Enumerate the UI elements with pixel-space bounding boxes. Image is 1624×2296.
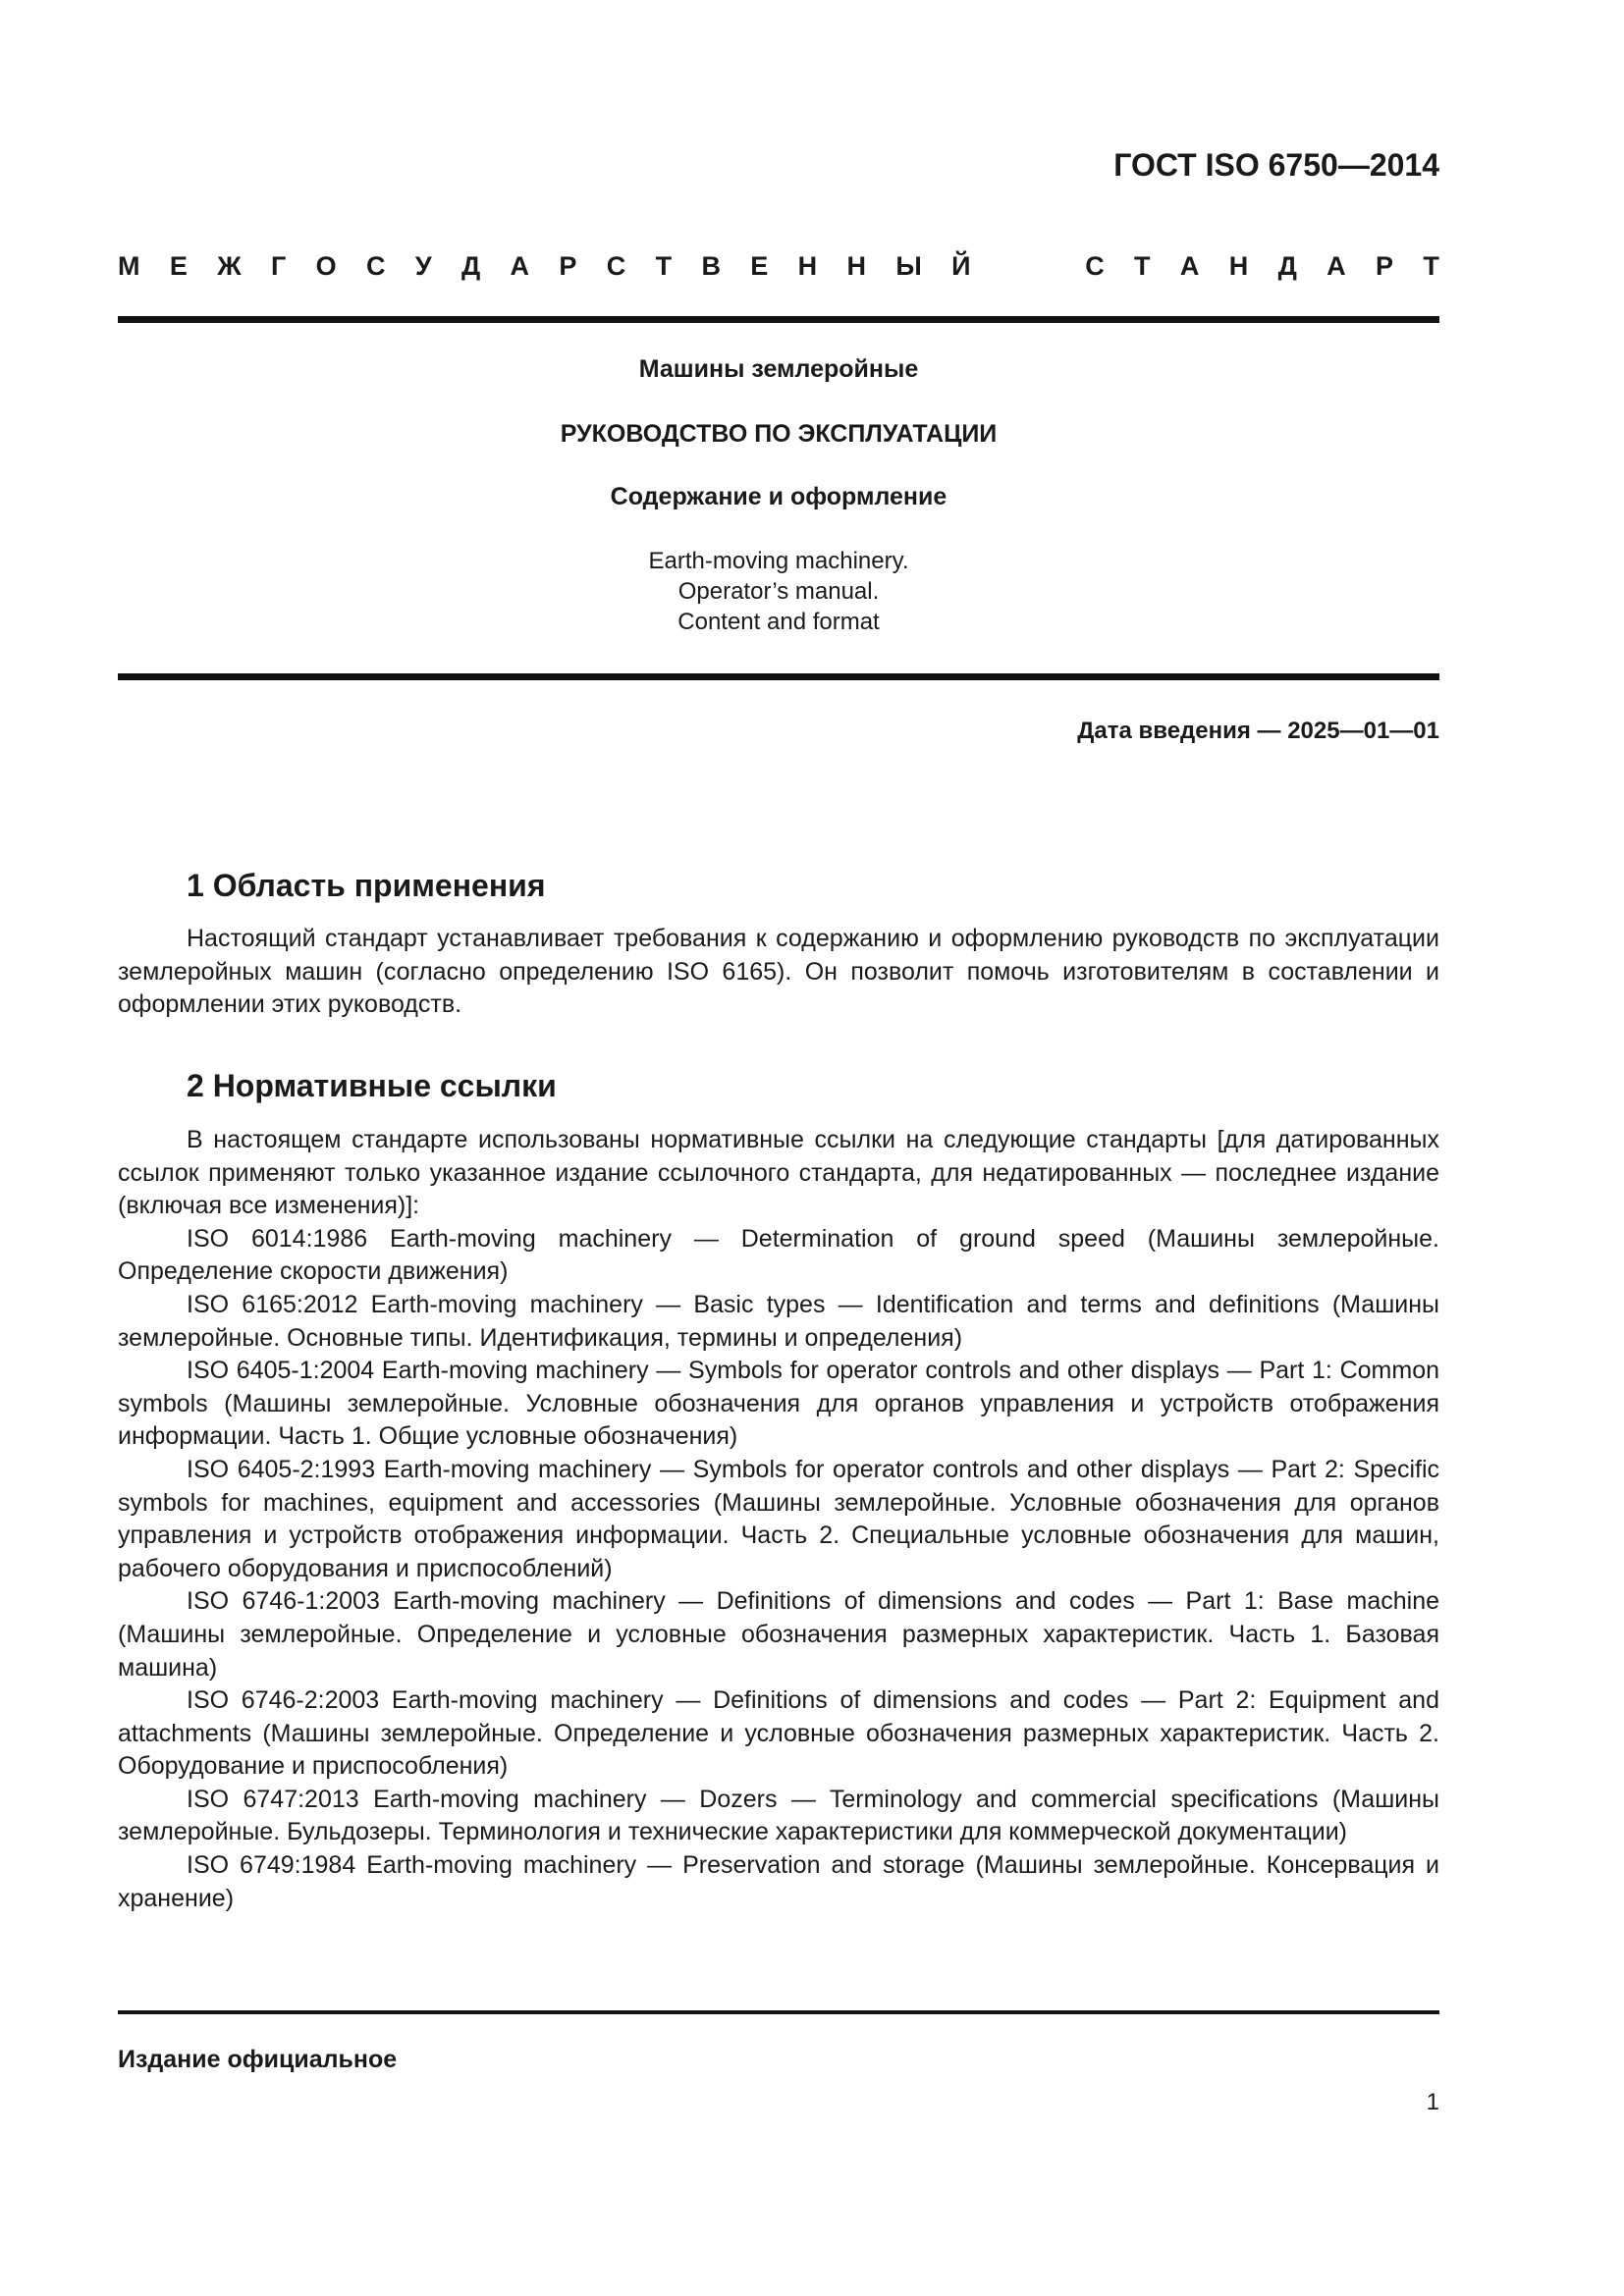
- banner-letter: А: [1326, 251, 1346, 281]
- title-category: Машины землеройные: [638, 355, 919, 383]
- official-edition-label: Издание официальное: [118, 2046, 398, 2073]
- title-english: [118, 546, 1439, 637]
- banner-letter: Т: [655, 251, 673, 281]
- banner-letter: Р: [1376, 251, 1394, 281]
- banner-letter: Н: [797, 251, 818, 281]
- banner-letter: С: [606, 251, 626, 281]
- banner-letter: Т: [1134, 251, 1151, 281]
- banner-letter: Е: [169, 251, 188, 281]
- banner-letter: Н: [846, 251, 866, 281]
- reference-item: ISO 6405-2:1993 Earth-moving machinery — Symbols for operator controls and other displays — Part 2: Specific symbols for machines, equipment and accessories (Машины землеройные. Условные обозначения для органов управления и устройств отображения информации. Часть 2. Специальные условные обозначения для машин, рабочего оборудования и приспособлений): [118, 1455, 1439, 1582]
- banner-letter: В: [701, 251, 721, 281]
- paragraph: Настоящий стандарт устанавливает требования к содержанию и оформлению руководств по эксплуатации землеройных машин (согласно определению ISO 6165). Он позволит помочь изготовителям в составлении и оформлении этих руководств.: [118, 925, 1439, 1019]
- section-body-normative-references: [118, 1124, 1439, 1915]
- title-english-line: Content and format: [677, 609, 880, 635]
- banner-word-gap: [1001, 251, 1056, 282]
- banner-letter: Д: [1277, 251, 1297, 281]
- reference-item: ISO 6747:2013 Earth-moving machinery — Dozers — Terminology and commercial specifications (Машины землеройные. Бульдозеры. Терминология и технические характеристики для коммерческой документации): [118, 1785, 1439, 1846]
- banner-letter: А: [510, 251, 530, 281]
- section-heading-scope: 1 Область применения: [187, 868, 546, 903]
- banner-letter: Е: [750, 251, 769, 281]
- page-number: 1: [1426, 2089, 1439, 2115]
- banner-letter: Й: [951, 251, 971, 281]
- banner-letter: Ж: [217, 251, 242, 281]
- reference-item: ISO 6749:1984 Earth-moving machinery — Preservation and storage (Машины землеройные. Консервация и хранение): [118, 1851, 1439, 1912]
- section-body-scope: [118, 923, 1439, 1022]
- banner-letter: А: [1179, 251, 1200, 281]
- top-divider: [118, 316, 1439, 323]
- reference-item: ISO 6014:1986 Earth-moving machinery — Determination of ground speed (Машины землеройные. Определение скорости движения): [118, 1224, 1439, 1286]
- section-heading-normative-references: 2 Нормативные ссылки: [187, 1068, 557, 1103]
- reference-item: ISO 6746-2:2003 Earth-moving machinery — Definitions of dimensions and codes — Part 2: Equipment and attachments (Машины землеройные. Определение и условные обозначения размерных характеристик. Часть 2. Оборудование и приспособления): [118, 1686, 1439, 1781]
- interstate-standard-banner: [118, 251, 1439, 282]
- banner-letter: С: [365, 251, 386, 281]
- document-number: ГОСТ ISO 6750—2014: [1113, 147, 1439, 183]
- banner-letter: Р: [559, 251, 577, 281]
- banner-letter: С: [1085, 251, 1105, 281]
- banner-letter: Н: [1228, 251, 1249, 281]
- reference-item: ISO 6165:2012 Earth-moving machinery — Basic types — Identification and terms and definitions (Машины землеройные. Основные типы. Идентификация, термины и определения): [118, 1290, 1439, 1352]
- banner-letter: Т: [1423, 251, 1439, 281]
- title-english-line: Earth-moving machinery.: [648, 548, 909, 574]
- reference-item: ISO 6405-1:2004 Earth-moving machinery — Symbols for operator controls and other displays — Part 1: Common symbols (Машины землеройные. Условные обозначения для органов управления и устройств отображения информации. Часть 1. Общие условные обозначения): [118, 1357, 1439, 1451]
- title-english-line: Operator’s manual.: [677, 578, 880, 605]
- title-divider: [118, 673, 1439, 680]
- footer-divider: [118, 2010, 1439, 2014]
- paragraph: В настоящем стандарте использованы нормативные ссылки на следующие стандарты [для датированных ссылок применяют только указанное издание ссылочного стандарта, для недатированных — последнее издание (включая все изменения)]:: [118, 1126, 1439, 1220]
- banner-letter: У: [414, 251, 432, 281]
- title-main: РУКОВОДСТВО ПО ЭКСПЛУАТАЦИИ: [560, 420, 998, 448]
- reference-item: ISO 6746-1:2003 Earth-moving machinery — Definitions of dimensions and codes — Part 1: Base machine (Машины землеройные. Определение и условные обозначения размерных характеристик. Часть 1. Базовая машина): [118, 1587, 1439, 1682]
- banner-letter: О: [315, 251, 337, 281]
- banner-letter: Д: [460, 251, 481, 281]
- title-subtitle: Содержание и оформление: [610, 483, 947, 510]
- banner-letter: Г: [270, 251, 287, 281]
- introduction-date: Дата введения — 2025—01—01: [1077, 718, 1439, 744]
- banner-letter: М: [118, 251, 140, 281]
- banner-letter: Ы: [895, 251, 922, 281]
